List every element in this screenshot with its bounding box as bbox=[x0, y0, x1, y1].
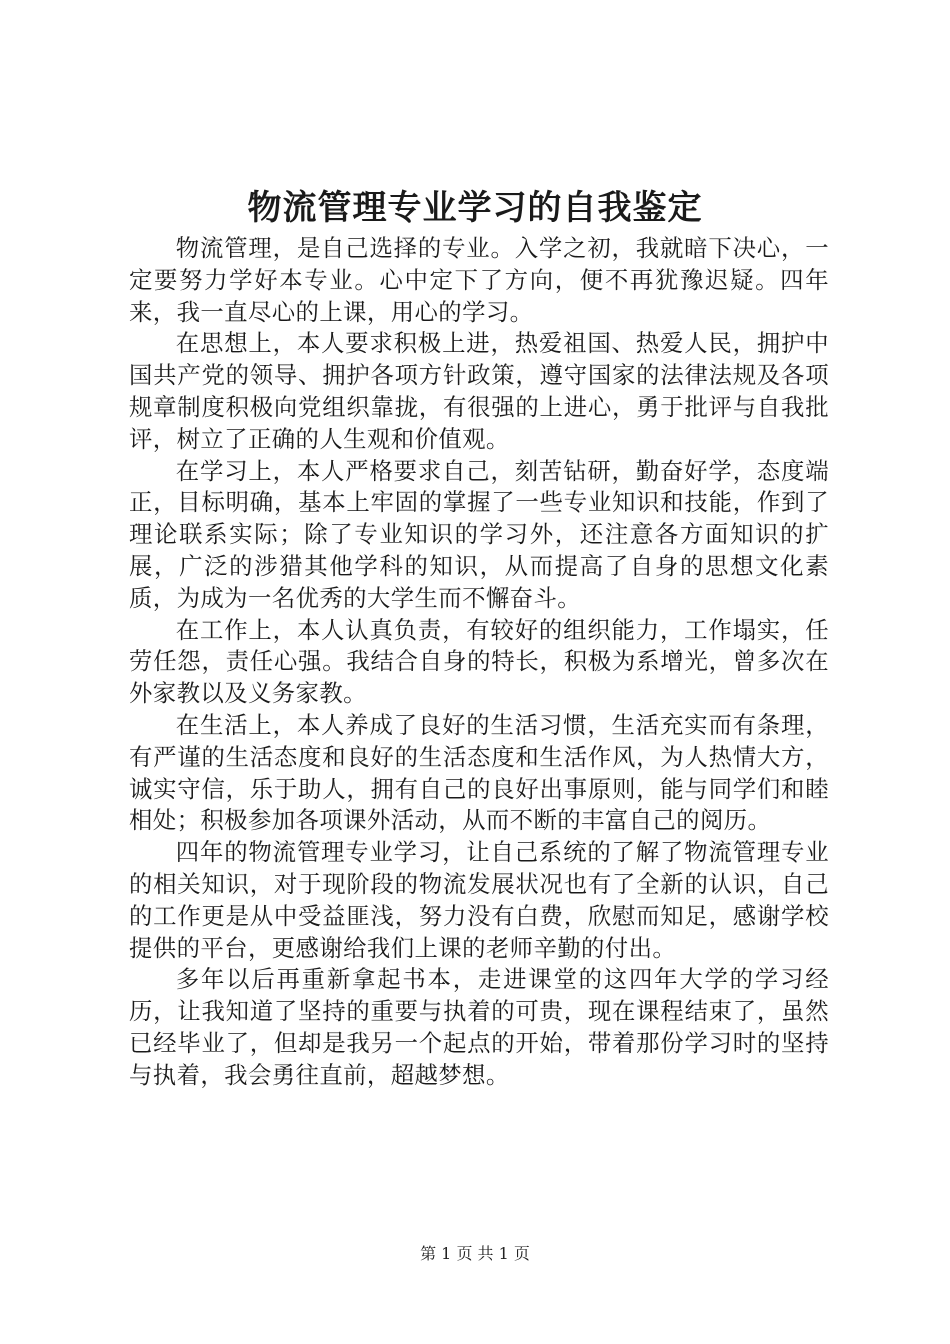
paragraph-life: 在生活上，本人养成了良好的生活习惯，生活充实而有条理，有严谨的生活态度和良好的生活态度和生活作风，为人热情大方，诚实守信，乐于助人，拥有自己的良好出事原则，能与同学们和睦相处；积极参加各项课外活动，从而不断的丰富自己的阅历。 bbox=[129, 710, 829, 835]
document-body bbox=[129, 233, 829, 1092]
document-title: 物流管理专业学习的自我鉴定 bbox=[247, 188, 703, 228]
page-footer: 第 1 页 共 1 页 bbox=[420, 1244, 530, 1263]
paragraph-work: 在工作上，本人认真负责，有较好的组织能力，工作塌实，任劳任怨，责任心强。我结合自身的特长，积极为系增光，曾多次在外家教以及义务家教。 bbox=[129, 615, 829, 708]
paragraph-intro: 物流管理，是自己选择的专业。入学之初，我就暗下决心，一定要努力学好本专业。心中定下了方向，便不再犹豫迟疑。四年来，我一直尽心的上课，用心的学习。 bbox=[129, 234, 829, 326]
paragraph-ideology: 在思想上，本人要求积极上进，热爱祖国、热爱人民，拥护中国共产党的领导、拥护各项方针政策，遵守国家的法律法规及各项规章制度积极向党组织靠拢，有很强的上进心，勇于批评与自我批评，树立了正确的人生观和价值观。 bbox=[129, 329, 829, 453]
paragraph-summary: 四年的物流管理专业学习，让自己系统的了解了物流管理专业的相关知识，对于现阶段的物流发展状况也有了全新的认识，自己的工作更是从中受益匪浅，努力没有白费，欣慰而知足，感谢学校提供的平台，更感谢给我们上课的老师辛勤的付出。 bbox=[129, 838, 829, 962]
paragraph-conclusion: 多年以后再重新拿起书本，走进课堂的这四年大学的学习经历，让我知道了坚持的重要与执着的可贵，现在课程结束了，虽然已经毕业了，但却是我另一个起点的开始，带着那份学习时的坚持与执着，我会勇往直前，超越梦想。 bbox=[129, 965, 829, 1089]
paragraph-study: 在学习上，本人严格要求自己，刻苦钻研，勤奋好学，态度端正，目标明确，基本上牢固的掌握了一些专业知识和技能，作到了理论联系实际；除了专业知识的学习外，还注意各方面知识的扩展，广泛的涉猎其他学科的知识，从而提高了自身的思想文化素质，为成为一名优秀的大学生而不懈奋斗。 bbox=[129, 456, 829, 612]
